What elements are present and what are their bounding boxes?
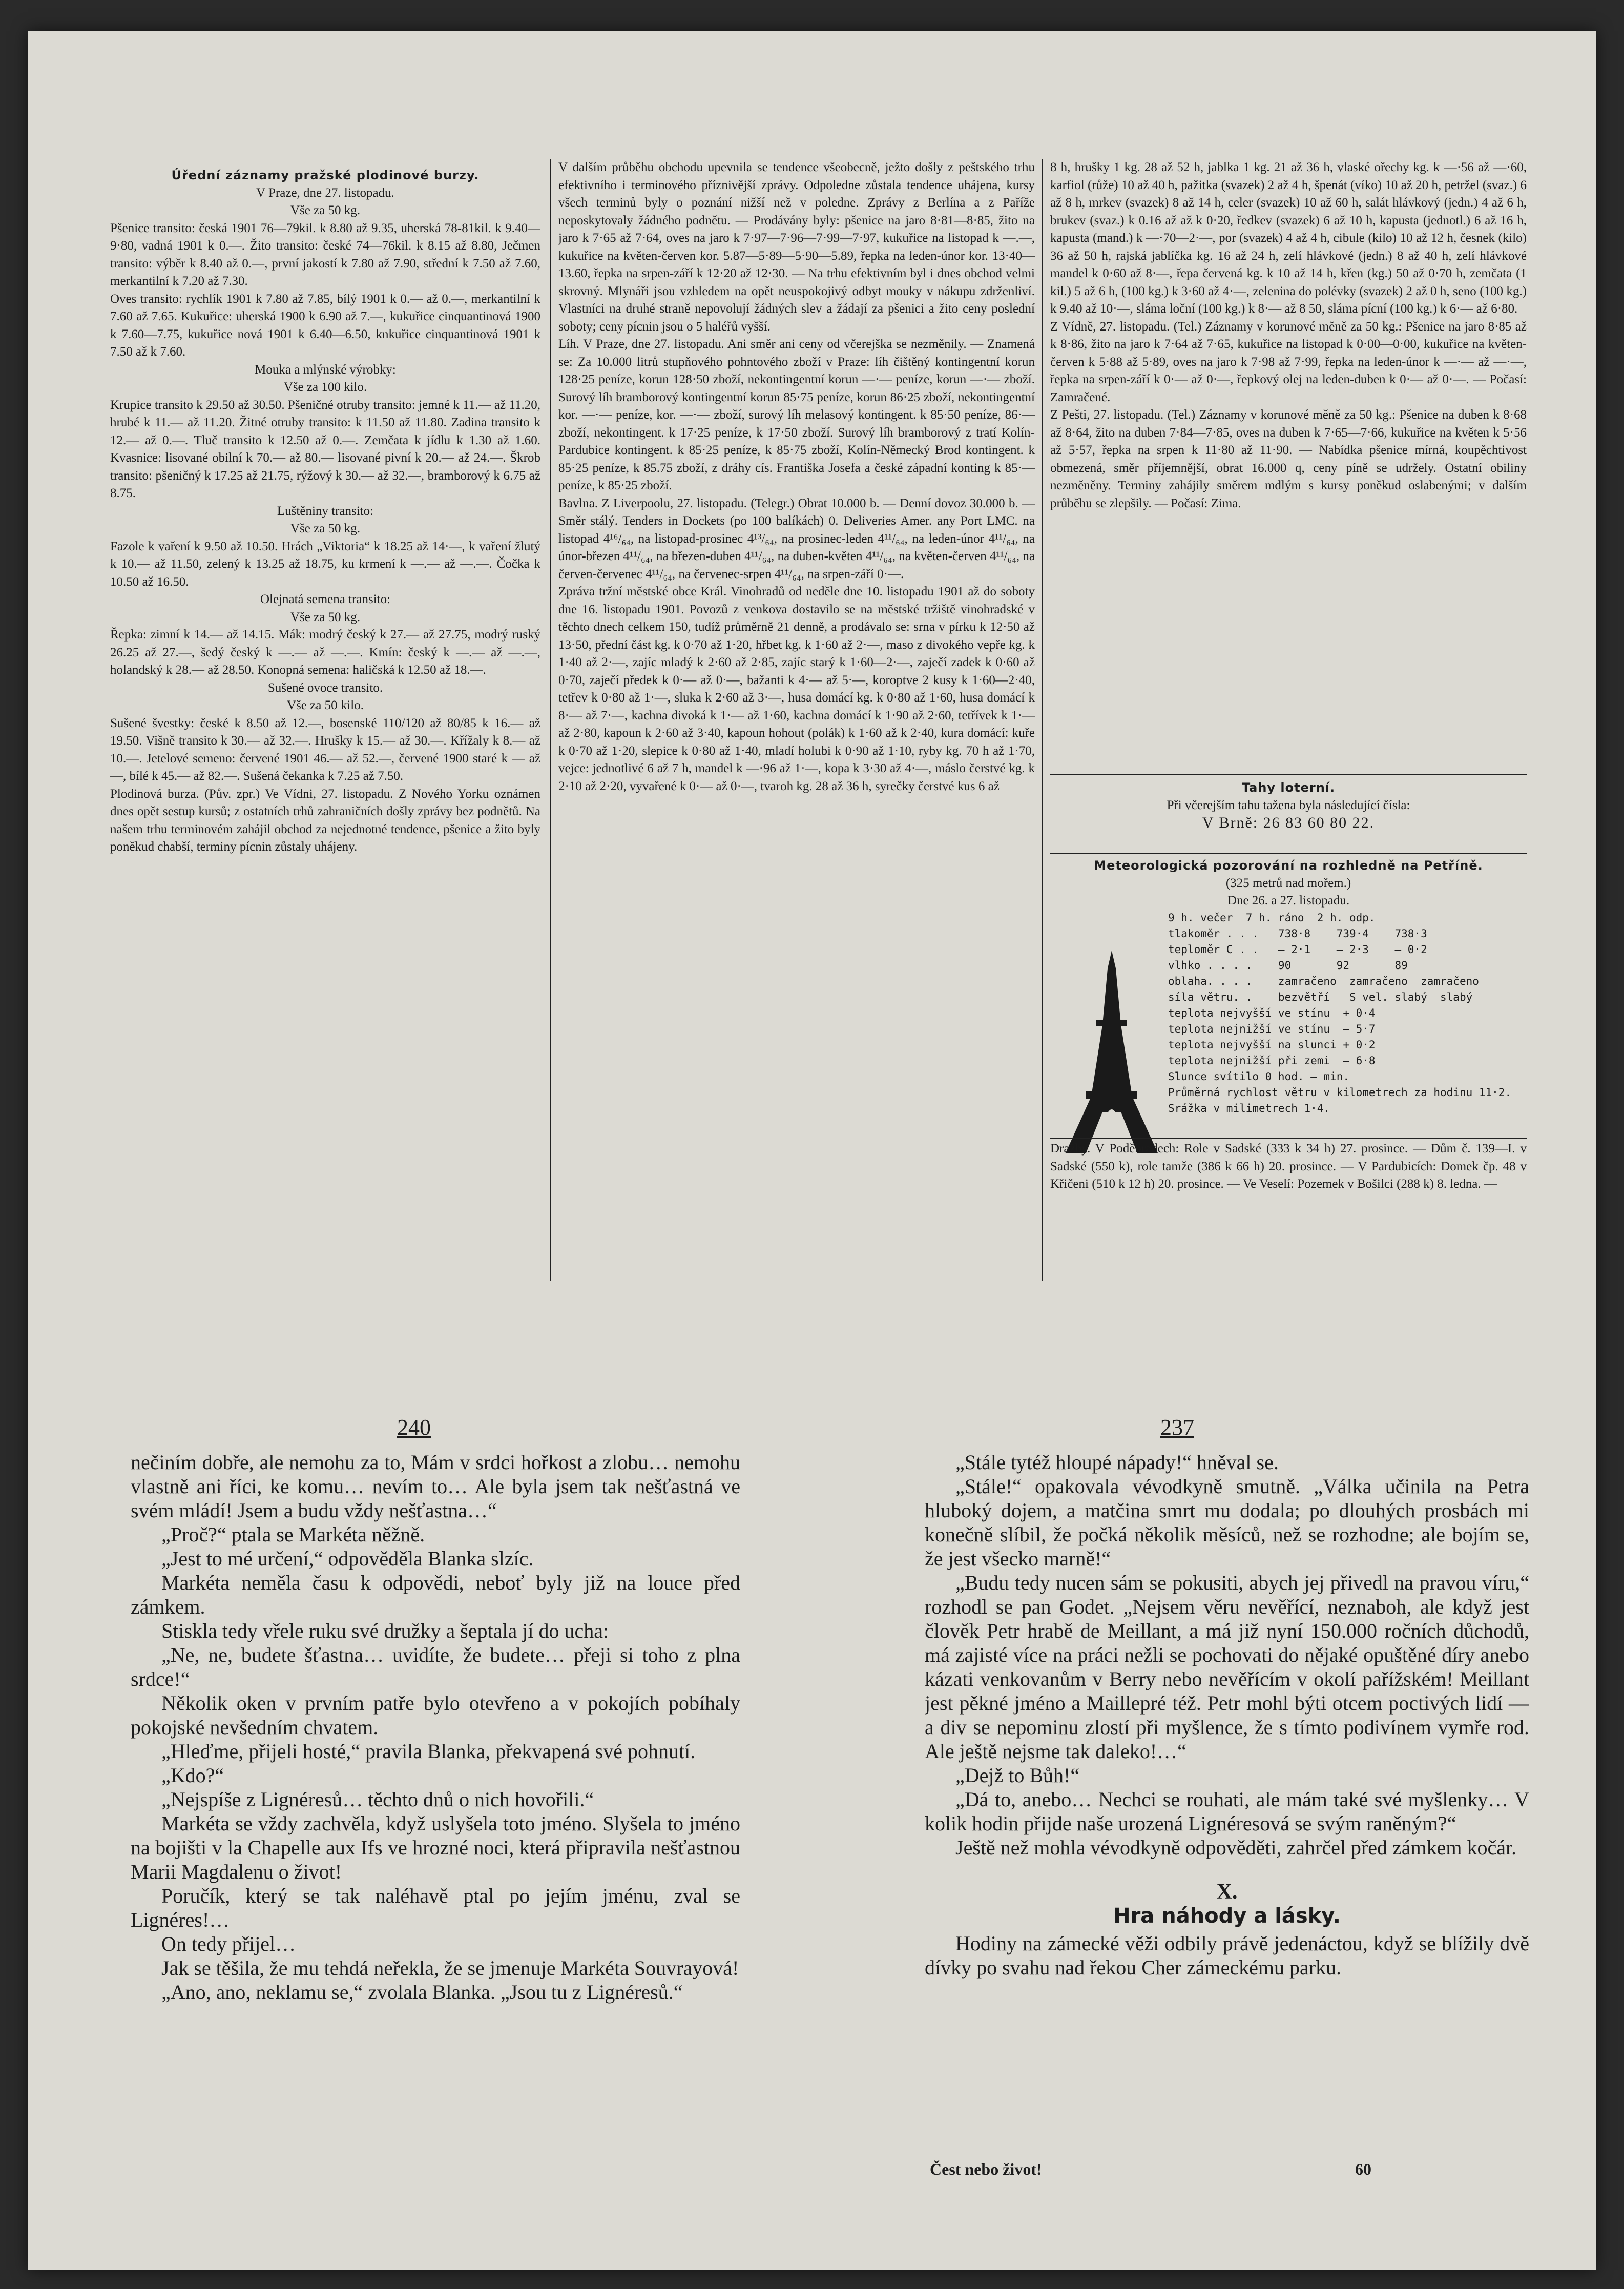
- weather-row: 9 h. večer 7 h. ráno 2 h. odp.: [1168, 911, 1376, 924]
- col3-paragraph: Z Pešti, 27. listopadu. (Tel.) Záznamy v korunové měně za 50 kg.: Pšenice na duben k 8·68 až 8·64, žito na duben 7·84—7·85, oves na duben k 7·65—7·66, kukuřice na květen k 5·56 až 5·57, řepka na srpen k 11·80 až 11·90. — Nabídka pšenice mírná, koupěchtivost obmezená, směr příjemnější, obrat 16.000 q, ceny píně se udržely. Ostatní obiliny nezměněny. Terminy zahájily směrem mdlým s kursy poněkud oslabenými; v dalším průběhu se zlepšily. — Počasí: Zima.: [1050, 408, 1527, 510]
- col1-paragraph: Oves transito: rychlík 1901 k 7.80 až 7.85, bílý 1901 k 0.— až 0.—, merkantilní k 7.60 až 7.65. Kukuřice: uherská 1900 k 6.90 až 7.—, kukuřice cinquantinová 1900 k 7.60—7.75, kukuřice nová 1901 k 6.40—6.50, knkuřice cinquantinová 1901 k 7.50 až k 7.60.: [110, 292, 540, 359]
- col3-paragraph: 8 h, hrušky 1 kg. 28 až 52 h, jablka 1 kg. 21 až 36 h, vlaské ořechy kg. k —·56 až —·60, karfiol (růže) 10 až 40 h, pažitka (svazek) 2 až 4 h, špenát (víko) 10 až 20 h, petržel (svaz.) 6 až 8 h, mrkev (svazek) 8 až 14 h, celer (svazek) 10 až 60 h, salát hlávkový (jedn.) 4 až 6 h, brukev (svaz.) k 0.16 až až k 0·20, ředkev (svazek) 6 až 10 h, kapusta (jednotl.) 6 až 16 h, kapusta (mand.) k —·70—2·—, por (svazek) 4 až 4 h, cibule (kilo) 10 až 12 h, česnek (kilo) 36 až 50 h, rajská jablíčka kg. 16 až 24 h, zelí hlávkové (jedn.) 8 až 40 h, zelí hlávkové mandel k 0·60 až 8·—, řepa červená kg. k 10 až 14 h, křen (kg.) 50 až 0·70 h, zemčata (1 kil.) 5 až 6 h, (100 kg.) k 3·60 až 4·—, zelenina do polévky (svazek) 2 až 0 h, seno (100 kg.) k 9.40 až 10·—, sláma loční (100 kg.) k 8·— až 8 50, sláma pícní (100 kg.) k 6·— až 6·80.: [1050, 160, 1527, 316]
- market-column-3: [1050, 159, 1527, 774]
- market-column-1: [110, 167, 540, 1273]
- col3-paragraph: Z Vídně, 27. listopadu. (Tel.) Záznamy v korunové měně za 50 kg.: Pšenice na jaro 8·85 až k 8·86, žito na jaro k 7·64 až 7·65, kukuřice na listopad k 0·00—0·00, kukuřice na květen-červen k 5·88 až 5·89, oves na jaro k 7·98 až 7·99, řepka na leden-únor k —·— až —·—, řepka na srpen-září k 0·— až 0·—, řepkový olej na leden-duben k 0·— až 0·—. — Počasí: Zamračené.: [1050, 319, 1527, 404]
- right-book-page: [925, 1450, 1529, 2168]
- petrin-tower-illustration: [1060, 948, 1163, 1158]
- book-paragraph: „Dá to, anebo… Nechci se rouhati, ale mám také své myšlenky… V kolik hodin přijde naše urozená Lignéresová se svým raněným?“: [925, 1788, 1529, 1835]
- col1-paragraph: Vše za 50 kilo.: [287, 698, 364, 712]
- weather-table: [1168, 910, 1527, 1117]
- col1-paragraph: Vše za 50 kg.: [290, 610, 361, 624]
- weather-row: Průměrná rychlost větru v kilometrech za hodinu 11·2.: [1168, 1086, 1512, 1099]
- book-paragraph: „Stále!“ opakovala vévodkyně smutně. „Válka učinila na Petra hluboký dojem, a matčina smrt mu dodala; po dlouhých prosbách mi konečně slíbil, že počká několik měsíců, než se rozhodne; ale bojím se, že jest všecko marně!“: [925, 1475, 1529, 1570]
- col1-paragraph: Sušené švestky: české k 8.50 až 12.—, bosenské 110/120 až 80/85 k 16.— až 19.50. Višně transito k 30.— až 32.—. Hrušky k 15.— až 30.—. Křížaly k 8.— až 10.—. Jetelové semeno: červené 1901 46.— až 52.—, červené 1900 staré k — až —, bílé k 45.— až 82.—. Sušená čekanka k 7.25 až 7.50.: [110, 716, 540, 783]
- col1-paragraph: Vše za 50 kg.: [290, 522, 361, 535]
- lottery-line-2: V Brně: 26 83 60 80 22.: [1202, 814, 1375, 831]
- col1-paragraph: Luštěniny transito:: [277, 504, 374, 518]
- book-paragraph: Poručík, který se tak naléhavě ptal po jejím jménu, zval se Lignéres!…: [131, 1884, 740, 1931]
- chapter-text: Hodiny na zámecké věži odbily právě jedenáctou, když se blížily dvě dívky po svahu nad řekou Cher zámeckému parku.: [925, 1932, 1529, 1979]
- book-paragraph: nečiním dobře, ale nemohu za to, Mám v srdci hořkost a zlobu… nemohu vlastně ani říci, ke komu… nevím to… Ale byla jsem tak nešťastná ve svém mládí! Jsem a budu vždy nešťastna…“: [131, 1451, 740, 1522]
- book-paragraph: „Ne, ne, budete šťastna… uvidíte, že budete… přeji si toho z plna srdce!“: [131, 1643, 740, 1690]
- column-rule-1: [550, 159, 551, 1281]
- weather-sub-1: (325 metrů nad mořem.): [1225, 876, 1351, 890]
- drazby-text: Dražby. V Poděbradech: Role v Sadské (333 k 34 h) 27. prosince. — Dům č. 139—I. v Sadské (550 k), role tamže (386 k 66 h) 20. prosince. — V Pardubicích: Domek čp. 48 v Křičeni (510 k 12 h) 20. prosince. — Ve Veselí: Pozemek v Bošilci (288 k) 8. ledna. —: [1050, 1142, 1527, 1191]
- footer-sheet-number: 60: [1355, 2160, 1371, 2178]
- drazby-rule: [1050, 1138, 1527, 1139]
- weather-row: teplota nejvyšší ve stínu + 0·4: [1168, 1006, 1376, 1019]
- book-paragraph: Markéta neměla času k odpovědi, neboť byly již na louce před zámkem.: [131, 1571, 740, 1618]
- book-paragraph: Markéta se vždy zachvěla, když uslyšela toto jméno. Slyšela to jméno na bojišti v la Chapelle aux Ifs ve hrozné noci, která připravila nešťastnou Marii Magdalenu o život!: [131, 1812, 740, 1883]
- weather-sub-2: Dne 26. a 27. listopadu.: [1227, 894, 1350, 908]
- weather-title: Meteorologická pozorování na rozhledně na Petříně.: [1094, 858, 1483, 873]
- col1-paragraph: Plodinová burza. (Pův. zpr.) Ve Vídni, 27. listopadu. Z Nového Yorku oznámen dnes opět sestup kursů; z ostatních trhů zahraničních došly zprávy bez podnětů. Na našem trhu terminovém zahájil obchod za nejednotné tendence, pšenice a žito byly poněkud chabší, terminy pícnin zůstaly uhájeny.: [110, 787, 540, 854]
- right-page-number: 237: [1160, 1415, 1194, 1440]
- lottery-line-1: Při včerejším tahu tažena byla následující čísla:: [1167, 798, 1410, 812]
- newspaper-sheet: [28, 31, 1596, 2270]
- col1-paragraph: Úřední záznamy pražské plodinové burzy.: [171, 168, 480, 182]
- col1-paragraph: Sušené ovoce transito.: [267, 680, 383, 695]
- col1-paragraph: Olejnatá semena transito:: [260, 592, 391, 606]
- chapter-title: Hra náhody a lásky.: [1113, 1904, 1341, 1928]
- weather-row: teplota nejvyšší na slunci + 0·2: [1168, 1038, 1376, 1051]
- lottery-title: Tahy loterní.: [1241, 780, 1336, 795]
- book-paragraph: Ještě než mohla vévodkyně odpověděti, zahrčel před zámkem kočár.: [955, 1836, 1517, 1859]
- col1-paragraph: Pšenice transito: česká 1901 76—79kil. k 8.80 až 9.35, uherská 78-81kil. k 9.40—9·80, vadná 1901 k 0.—. Žito transito: české 74—76kil. k 8.15 až 8.80, Ječmen transito: výběr k 8.40 až 0.—, první jakostí k 7.80 až 7.90, střední k 7.50 až 7.60, merkantilní k 7.20 až 7.30.: [110, 221, 540, 288]
- col1-paragraph: Mouka a mlýnské výrobky:: [255, 362, 396, 377]
- book-paragraph: Několik oken v prvním patře bylo otevřeno a v pokojích pobíhaly pokojské nevšedním chvatem.: [131, 1692, 740, 1739]
- weather-row: Slunce svítilo 0 hod. — min.: [1168, 1070, 1350, 1083]
- left-page-number: 240: [397, 1415, 431, 1440]
- col1-paragraph: Řepka: zimní k 14.— až 14.15. Mák: modrý český k 27.— až 27.75, modrý ruský 26.25 až 27.—, šedý český k —.— až —.—. Kmín: český k —.— až —.—, holandský k 28.— až 28.50. Konopná semena: haličská k 12.50 až 18.—.: [110, 628, 540, 677]
- col1-paragraph: Vše za 50 kg.: [290, 203, 361, 217]
- col1-paragraph: Krupice transito k 29.50 až 30.50. Pšeničné otruby transito: jemné k 11.— až 11.20, hrubé k 11.— až 11.20. Žitné otruby transito: k 11.50 až 11.80. Zadina transito k 12.— až 0.—. Tluč transito k 12.50 až 0.—. Zemčata k jídlu k 1.30 až 1.60. Kvasnice: lisované obilní k 70.— až 80.— lisované pivní k 20.— až 24.—. Škrob transito: pšeničný k 17.25 až 21.75, rýžový k 30.— až 32.—, bramborový k 6.75 až 8.75.: [110, 398, 540, 500]
- book-paragraph: „Budu tedy nucen sám se pokusiti, abych jej přivedl na pravou víru,“ rozhodl se pan Godet. „Nejsem věru nevěřící, neznaboh, ale když jest člověk Petr hrabě de Meillant, a má již nyní 150.000 ročních důchodů, má zajisté více na práci nežli se pochovati do nějaké opuštěné díry anebo kázati venkovanům v Berry nebo nevěřícím v okolí pařížském! Meillant jest pěkné jméno a Maillepré též. Petr mohl býti otcem poctivých lidí — a div se nepominu zlostí při myšlence, že s tímto podivínem vymře rod. Ale ještě nejsme tak daleko!…“: [925, 1571, 1529, 1763]
- weather-row: síla větru. . bezvětří S vel. slabý slabý: [1168, 991, 1473, 1003]
- col2-paragraph: Bavlna. Z Liverpoolu, 27. listopadu. (Telegr.) Obrat 10.000 b. — Denní dovoz 30.000 b. — Směr stálý. Tenders in Dockets (po 100 balíkách) 0. Deliveries Amer. any Port LMC. na listopad 4¹⁶/₆₄, na listopad-prosinec 4¹³/₆₄, na prosinec-leden 4¹¹/₆₄, na leden-únor 4¹¹/₆₄, na únor-březen 4¹¹/₆₄, na březen-duben 4¹¹/₆₄, na duben-květen 4¹¹/₆₄, na květen-červen 4¹¹/₆₄, na červen-červenec 4¹¹/₆₄, na červenec-srpen 4¹¹/₆₄, na srpen-září 0·—.: [558, 496, 1035, 581]
- weather-row: vlhko . . . . 90 92 89: [1168, 959, 1408, 972]
- book-paragraph: „Hleďme, přijeli hosté,“ pravila Blanka, překvapená své pohnutí.: [161, 1740, 696, 1763]
- weather-row: teplota nejnižší při zemi — 6·8: [1168, 1054, 1376, 1067]
- col2-paragraph: V dalším průběhu obchodu upevnila se tendence všeobecně, ježto došly z peštského trhu efektivního i terminového příznivější zprávy. Odpoledne zůstala tendence uhájena, kursy všech terminů byly o poznání nižší než v poledne. Zprávy z Berlína a z Paříže neposkytovaly žádného podnětu. — Prodávány byly: pšenice na jaro 8·81—8·85, žito na jaro k 7·65 až 7·64, oves na jaro k 7·97—7·96—7·99—7·97, kukuřice na listopad k —.—, kukuřice na květen-červen kor. 5.87—5·89—5·90—5.89, řepka na leden-únor kor. 13·40—13.60, řepka na srpen-září k 12·20 až 12·30. — Na trhu efektivním byl i dnes obchod velmi skrovný. Mlynáři jsou vzhledem na opět neuspokojivý odbyt mouky v nákupu zdrženliví. Vlastníci na druhé straně nepovolují žádných slev a žádají za pšenici a žito ceny poslední soboty; ceny pícnin jsou o 5 haléřů vyšší.: [558, 160, 1035, 334]
- column-rule-2: [1042, 159, 1043, 1281]
- book-paragraph: „Jest to mé určení,“ odpověděla Blanka slzíc.: [161, 1547, 534, 1570]
- footer-title: Čest nebo život!: [930, 2160, 1042, 2178]
- book-paragraph: On tedy přijel…: [161, 1932, 296, 1955]
- left-book-page: [131, 1450, 740, 2209]
- book-paragraph: „Ano, ano, neklamu se,“ zvolala Blanka. „Jsou tu z Lignéresů.“: [161, 1981, 683, 2004]
- weather-row: teploměr C . . — 2·1 — 2·3 — 0·2: [1168, 943, 1427, 956]
- book-paragraph: „Proč?“ ptala se Markéta něžně.: [161, 1523, 425, 1546]
- col1-paragraph: Vše za 100 kilo.: [283, 380, 367, 394]
- drazby-box: [1050, 1140, 1527, 1273]
- book-paragraph: Stiskla tedy vřele ruku své družky a šeptala jí do ucha:: [161, 1619, 609, 1642]
- col2-paragraph: Líh. V Praze, dne 27. listopadu. Ani směr ani ceny od včerejška se nezměnily. — Znamená se: Za 10.000 litrů stupňového pohntového zboží v Praze: líh čištěný kontingentní korun 128·25 peníze, korun 128·50 zboží, nekontingentní korun —·— peníze, korun —·— zboží. Surový líh bramborový kontingentní korun 85·75 peníze, korun 86·25 zboží, nekontingentní kor. —·— peníze, kor. —·— zboží, surový líh melasový kontingent. k 85·50 peníze, 86·— zboží, nekontingent. k 17·25 peníze, k 17·50 zboží. Surový líh bramborový z tratí Kolín-Pardubice kontingent. k 85·25 peníze, k 85·75 zboží, Kolín-Německý Brod kontingent. k 85·25 peníze, k 85.75 zboží, z dráhy cís. Františka Josefa a české západní konting k 85·— peníze, k 85·25 zboží.: [558, 337, 1035, 492]
- col1-paragraph: V Praze, dne 27. listopadu.: [256, 185, 394, 200]
- book-paragraph: „Stále tytéž hloupé nápady!“ hněval se.: [955, 1451, 1279, 1474]
- weather-row: teplota nejnižší ve stínu — 5·7: [1168, 1022, 1376, 1035]
- col1-paragraph: Fazole k vaření k 9.50 až 10.50. Hrách „Viktoria“ k 18.25 až 14·—, k vaření žlutý k 10.— až 11.50, zelený k 13.25 až 18.75, ku krmení k —.— až —.—. Čočka k 10.50 až 16.50.: [110, 539, 540, 589]
- market-column-2: [558, 159, 1035, 1276]
- lottery-rule: [1050, 774, 1527, 775]
- book-paragraph: Jak se těšila, že mu tehdá neřekla, že se jmenuje Markéta Souvrayová!: [161, 1956, 739, 1979]
- weather-row: Srážka v milimetrech 1·4.: [1168, 1102, 1330, 1115]
- weather-rule: [1050, 853, 1527, 854]
- col2-paragraph: Zpráva tržní městské obce Král. Vinohradů od neděle dne 10. listopadu 1901 až do soboty dne 16. listopadu 1901. Povozů z venkova dostavilo se na městské tržiště vinohradské v těchto dnech celkem 150, tudíž průměrně 21 denně, a prodávalo se: srna v pírku k 12·50 až 13·50, přední část kg. k 0·70 až 1·20, hřbet kg. k 1·60 až 2·—, maso z divokého vepře kg. k 1·40 až 2·—, zajíc mladý k 2·60 až 2·85, zajíc starý k 1·60—2·—, zaječí zadek k 0·60 až 0·70, zaječí předek k 0·— až 0·—, bažanti k 4·— až 5·—, koroptve 2 kusy k 1·60—2·40, tetřev k 0·80 až 1·—, sluka k 2·60 až 3·—, husa domácí kg. k 0·80 až 1·60, husa domácí k 8·— až 7·—, kachna divoká k 1·— až 1·60, kachna domácí k 1·90 až 2·60, tetřívek k 1·— až 2·80, kapoun k 2·60 až 3·40, kapoun hohout (polák) k 1·60 až k 2·40, kura domácí: kuře k 0·70 až 1·20, slepice k 0·80 až 1·40, mladí holubi k 0·90 až 1·10, ryby kg. 70 h až 1·70, vejce: jednotlivé 6 až 7 h, mandel k —·96 až 1·—, kopa k 3·30 až 4·—, máslo čerstvé kg. k 2·10 až 2·20, vyvařené k 0·— až 0·—, tvaroh kg. 28 až 36 h, syrečky čerstvé kus 6 až: [558, 585, 1035, 793]
- weather-row: tlakoměr . . . 738·8 739·4 738·3: [1168, 927, 1427, 940]
- chapter-number: X.: [1216, 1880, 1238, 1904]
- book-paragraph: „Nejspíše z Lignéresů… těchto dnů o nich hovořili.“: [161, 1788, 594, 1811]
- weather-row: oblaha. . . . zamračeno zamračeno zamračeno: [1168, 975, 1479, 987]
- book-paragraph: „Kdo?“: [161, 1764, 224, 1787]
- book-paragraph: „Dejž to Bůh!“: [955, 1764, 1080, 1787]
